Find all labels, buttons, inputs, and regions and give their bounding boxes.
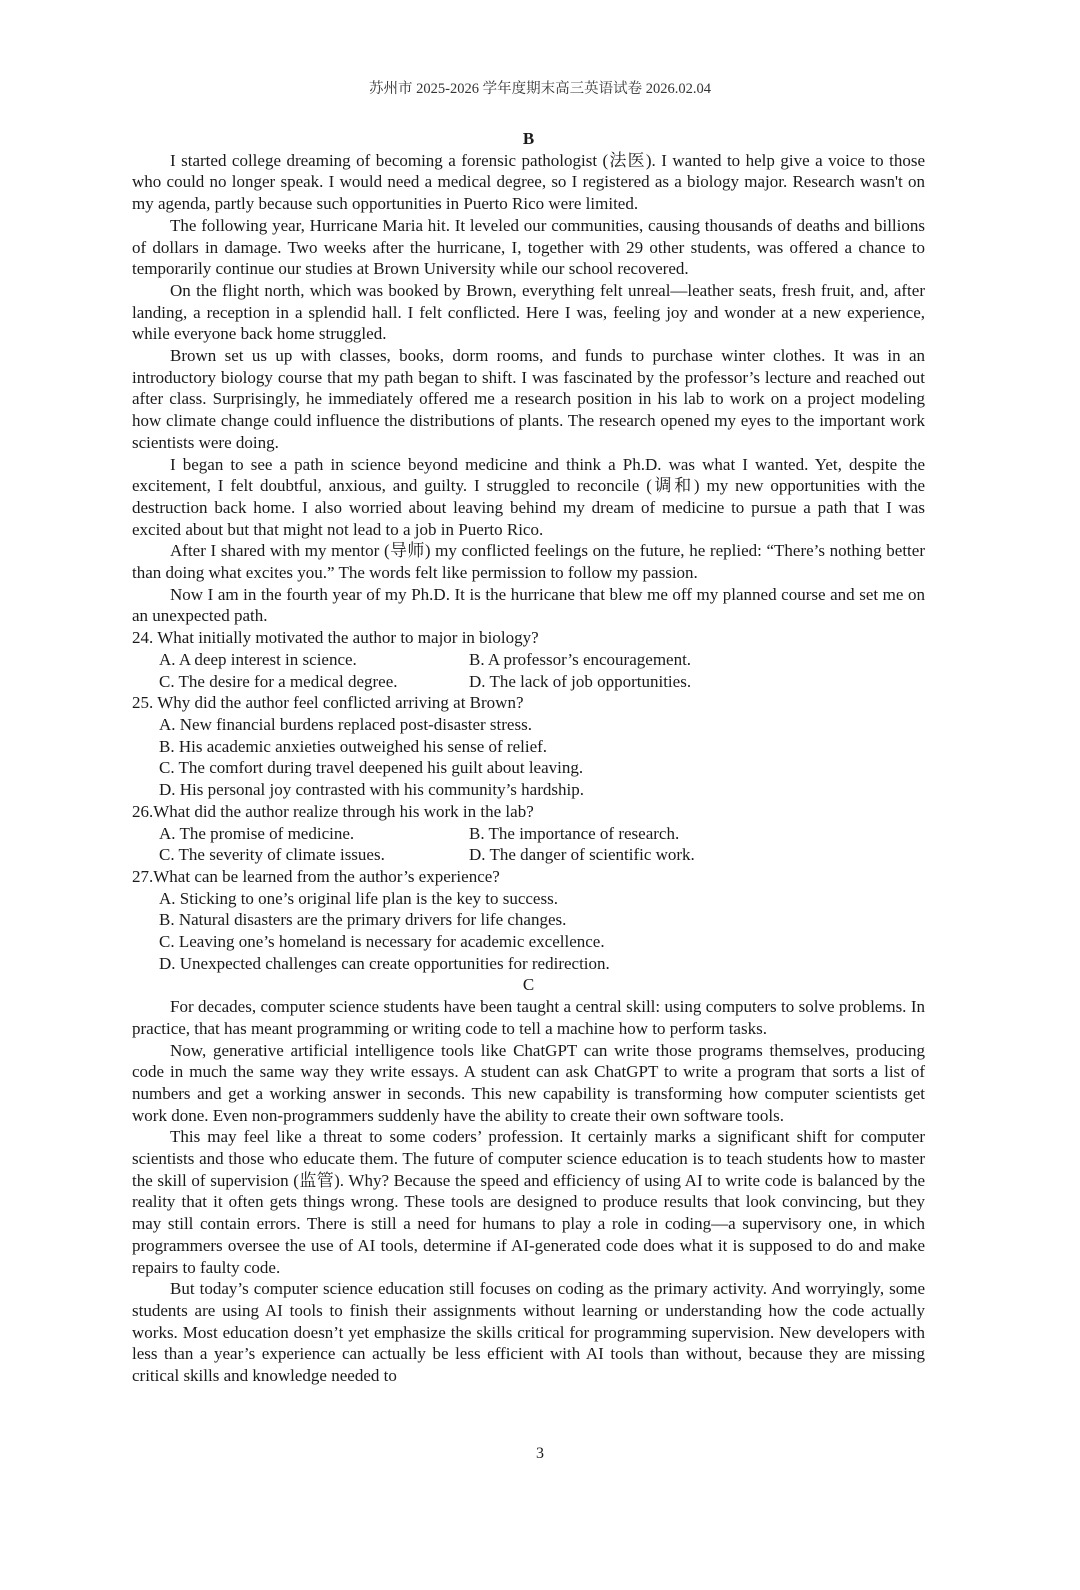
question-27-option-a: A. Sticking to one’s original life plan is the key to success.	[159, 888, 558, 908]
page-header: 苏州市 2025-2026 学年度期末高三英语试卷 2026.02.04	[369, 81, 711, 97]
section-b-paragraph: Now I am in the fourth year of my Ph.D. It is the hurricane that blew me off my planned course and set me on an unexpected path.	[132, 584, 925, 626]
page-number: 3	[536, 1445, 544, 1462]
question-26-option-a: A. The promise of medicine.	[159, 823, 355, 843]
section-c-paragraph: But today’s computer science education still focuses on coding as the primary activity. And worryingly, some students are using AI tools to finish their assignments without learning or understanding how the code actually works. Most education doesn’t yet emphasize the skills critical for programming supervision. New developers with less than a year’s experience can actually be less efficient with AI tools than without, because they are missing critical skills and knowledge needed to	[132, 1279, 925, 1386]
question-26-option-c: C. The severity of climate issues.	[159, 845, 385, 865]
section-c-paragraph: Now, generative artificial intelligence tools like ChatGPT can write those programs themselves, producing code in much the same way they write essays. A student can ask ChatGPT to write a program that sorts a list of numbers and get a working answer in seconds. This new capability is transforming how computer scientists get work done. Even non-programmers suddenly have the ability to create their own software tools.	[132, 1040, 925, 1125]
exam-content	[132, 128, 925, 1387]
question-25-option-c: C. The comfort during travel deepened his guilt about leaving.	[159, 758, 584, 778]
question-27-option-d: D. Unexpected challenges can create opportunities for redirection.	[159, 953, 610, 973]
section-c-title: C	[522, 975, 535, 995]
question-26-option-d: D. The danger of scientific work.	[469, 845, 695, 865]
section-b-paragraph: I started college dreaming of becoming a forensic pathologist (法医). I wanted to help give a voice to those who could no longer speak. I would need a medical degree, so I registered as a biology major. Research wasn't on my agenda, partly because such opportunities in Puerto Rico were limited.	[132, 150, 925, 214]
question-26-options	[132, 823, 925, 866]
section-b-paragraph: After I shared with my mentor (导师) my conflicted feelings on the future, he replied: “There’s nothing better than doing what excites you.” The words felt like permission to follow my passion.	[132, 541, 925, 583]
question-27-options	[132, 888, 925, 975]
question-25-option-b: B. His academic anxieties outweighed his sense of relief.	[159, 736, 548, 756]
question-25-option-a: A. New financial burdens replaced post-disaster stress.	[159, 714, 532, 734]
question-24-option-b: B. A professor’s encouragement.	[469, 649, 692, 669]
section-b-paragraph: Brown set us up with classes, books, dorm rooms, and funds to purchase winter clothes. It was in an introductory biology course that my path began to shift. I was fascinated by the professor’s lecture and reached out after class. Surprisingly, he immediately offered me a research position in his lab to work on a project modeling how climate change could influence the distributions of plants. The research opened my eyes to the important work scientists were doing.	[132, 346, 925, 452]
question-24-option-d: D. The lack of job opportunities.	[469, 671, 692, 691]
question-27-option-c: C. Leaving one’s homeland is necessary for academic excellence.	[159, 932, 605, 952]
section-b-paragraph: On the flight north, which was booked by Brown, everything felt unreal—leather seats, fresh fruit, and, after landing, a reception in a splendid hall. I felt conflicted. Here I was, feeling joy and wonder at a new experience, while everyone back home struggled.	[132, 280, 925, 344]
question-25-stem: 25. Why did the author feel conflicted arriving at Brown?	[132, 693, 524, 713]
question-25-option-d: D. His personal joy contrasted with his community’s hardship.	[159, 780, 584, 800]
question-25-options	[132, 714, 925, 801]
section-b-paragraph: The following year, Hurricane Maria hit. It leveled our communities, causing thousands of deaths and billions of dollars in damage. Two weeks after the hurricane, I, together with 29 other students, was offered a chance to temporarily continue our studies at Brown University while our school recovered.	[132, 215, 925, 279]
question-26-stem: 26.What did the author realize through his work in the lab?	[132, 801, 534, 821]
section-b-paragraph: I began to see a path in science beyond medicine and think a Ph.D. was what I wanted. Yet, despite the excitement, I felt doubtful, anxious, and guilty. I struggled to reconcile (调和) my new opportunities with the destruction back home. I also worried about leaving behind my dream of medicine to pursue a path that I was excited about but that might not lead to a job in Puerto Rico.	[132, 454, 925, 539]
question-27-stem: 27.What can be learned from the author’s experience?	[132, 866, 500, 886]
question-24-option-c: C. The desire for a medical degree.	[159, 671, 398, 691]
question-26-option-b: B. The importance of research.	[469, 823, 680, 843]
section-c-paragraph: For decades, computer science students have been taught a central skill: using computers to solve problems. In practice, that has meant programming or writing code to tell a machine how to perform tasks.	[132, 997, 925, 1038]
question-24-stem: 24. What initially motivated the author to major in biology?	[132, 628, 539, 648]
question-24-option-a: A. A deep interest in science.	[159, 649, 357, 669]
section-c-paragraph: This may feel like a threat to some coders’ profession. It certainly marks a significant shift for computer scientists and those who educate them. The future of computer science education is to teach students how to master the skill of supervision (监管). Why? Because the speed and efficiency of using AI to write code is balanced by the reality that it often gets things wrong. These tools are designed to produce results that look convincing, but they may still contain errors. There is still a need for humans to play a role in coding—a supervisory one, in which programmers oversee the use of AI tools, determine if AI-generated code does what it is supposed to do and make repairs to faulty code.	[132, 1127, 925, 1277]
section-b-title: B	[522, 129, 535, 148]
question-27-option-b: B. Natural disasters are the primary drivers for life changes.	[159, 910, 567, 930]
question-24-options	[132, 649, 925, 692]
